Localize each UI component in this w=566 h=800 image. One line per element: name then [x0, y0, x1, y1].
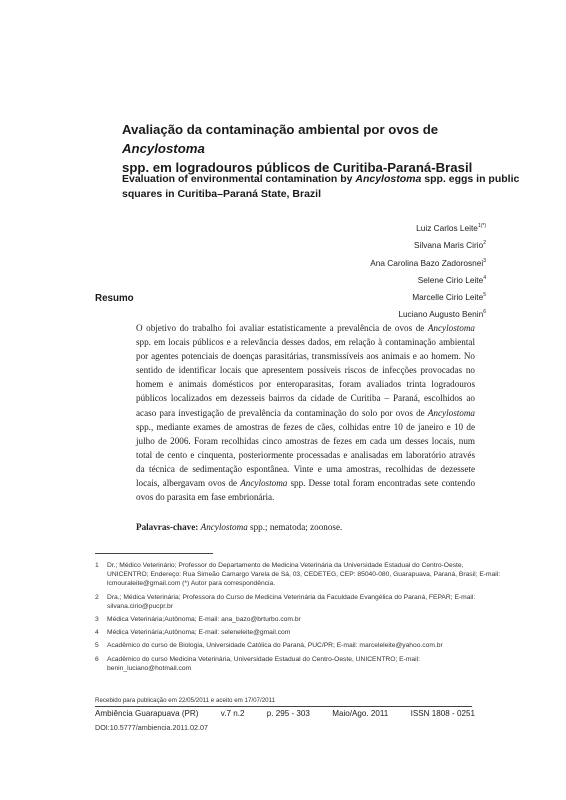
journal-volume: v.7 n.2 — [220, 709, 245, 718]
author-item — [370, 289, 486, 306]
keywords-genus: Ancylostoma — [200, 522, 248, 532]
subtitle-prefix: Evaluation of environmental contamination by — [122, 173, 356, 185]
footnote-item — [95, 615, 505, 624]
title-line1-prefix: Avaliação da contaminação ambiental por ovos de — [122, 122, 439, 137]
journal-date: Maio/Ago. 2011 — [332, 709, 389, 718]
author-item — [370, 237, 486, 254]
footnote-number: 6 — [95, 655, 99, 663]
keywords-rest: spp.; nematoda; zoonose. — [247, 522, 343, 532]
journal-footer — [95, 709, 475, 718]
title-line2: spp. em logradouros públicos de Curitiba-Paraná-Brasil — [122, 160, 473, 175]
keywords-label: Palavras-chave: — [136, 522, 199, 532]
footnote-item — [95, 628, 505, 637]
journal-name: Ambiência Guarapuava (PR) — [95, 709, 199, 718]
journal-pages: p. 295 - 303 — [266, 709, 310, 718]
journal-issn: ISSN 1808 - 0251 — [410, 709, 475, 718]
abstract-genus: Ancylostoma — [240, 478, 288, 489]
abstract-part: O objetivo do trabalho foi avaliar estatisticamente a prevalência de ovos de — [136, 323, 428, 333]
author-affiliation-mark: 1(*) — [477, 223, 486, 230]
footnote-number: 1 — [95, 562, 99, 569]
footnote-number: 4 — [95, 629, 99, 637]
article-subtitle — [122, 172, 542, 202]
author-affiliation-mark: 5 — [483, 292, 486, 299]
author-name: Silvana Maris Cirio — [414, 240, 484, 251]
author-list — [370, 220, 486, 324]
footnote-item — [95, 641, 505, 650]
footnote-number: 5 — [95, 642, 99, 650]
footnote-text: Acadêmico do curso de Biologia, Universidade Católica do Paraná, PUC/PR; E-mail: marceleleite@yahoo.com.br — [107, 642, 443, 650]
footnote-text: Médica Veterinária;Autônoma; E-mail: seleneleite@gmail.com — [107, 629, 291, 637]
author-name: Luiz Carlos Leite — [416, 223, 478, 233]
abstract-part: spp. Desse total foram encontradas sete contendo ovos do parasita em fase embrionária. — [136, 478, 476, 503]
article-title — [122, 120, 522, 177]
author-affiliation-mark: 6 — [483, 309, 486, 316]
title-line1-italic: Ancylostoma — [122, 141, 205, 156]
footer-row — [95, 709, 475, 718]
subtitle-suffix: spp. eggs in public squares in Curitiba–Paraná State, Brazil — [122, 173, 520, 200]
author-item — [370, 255, 486, 272]
footer-divider — [95, 706, 472, 707]
author-item — [370, 272, 486, 289]
footnote-number: 2 — [95, 593, 99, 601]
footnote-item — [95, 561, 505, 589]
author-item — [370, 220, 486, 237]
author-name: Ana Carolina Bazo Zadorosnei — [370, 257, 484, 268]
author-affiliation-mark: 4 — [483, 275, 486, 282]
received-date-note: Recebido para publicação em 22/05/2011 e aceito em 17/07/2011 — [95, 697, 276, 704]
footnote-divider — [95, 553, 213, 554]
author-affiliation-mark: 2 — [483, 240, 486, 247]
footnote-text: Acadêmico do curso Medicina Veterinária, Universidade Estadual do Centro-Oeste, UNICENTRO; E-mail: benin_luciano@hotmail.com — [107, 655, 420, 672]
subtitle-italic: Ancylostoma — [355, 173, 422, 185]
abstract-genus: Ancylostoma — [427, 407, 475, 418]
footnote-number: 3 — [95, 616, 99, 624]
author-name: Marcelle Cirio Leite — [412, 292, 484, 303]
doi-link[interactable]: DOI:10.5777/ambiencia.2011.02.07 — [95, 723, 208, 732]
footnote-text: Dr.; Médico Veterinário; Professor do Departamento de Medicina Veterinária da Universidade Estadual do Centro-Oeste, UNICENTRO; Endereço: Rua Simeão Camargo Varela de Sá, 03, CEDETEG, CEP: 85040-080, Guarapuava, Paraná, Brasil; E-mail: lcmouraleite@gmail.com (*) Autor para correspondência. — [107, 562, 501, 588]
author-name: Selene Cirio Leite — [417, 274, 484, 285]
keywords — [136, 522, 475, 532]
abstract-genus: Ancylostoma — [427, 323, 475, 333]
author-name: Luciano Augusto Benin — [398, 309, 484, 320]
abstract-text — [136, 321, 475, 504]
footnote-text: Médica Veterinária;Autônoma; E-mail: ana_bazo@brturbo.com.br — [107, 616, 301, 624]
footnote-item — [95, 593, 505, 611]
abstract-part: spp. em locais públicos e a relevância desses dados, em relação à contaminação ambiental por agentes potenciais de doenças parasitárias, transmissíveis aos animais e ao homem. No sentido de identificar locais que apresentem possíveis riscos de infecções provocadas no homem e animais domésticos por enteroparasitas, foram avaliados trinta logradouros públicos localizados em dezesseis bairros da cidade de Curitiba – Paraná, escolhidos ao acaso para investigação de prevalência da contaminação do solo por ovos de — [136, 337, 475, 418]
footnotes — [95, 561, 505, 677]
footnote-text: Dra.; Médica Veterinária; Professora do Curso de Medicina Veterinária da Faculdade Evangélica do Paraná, FEPAR; E-mail: silvana.cirio@pucpr.br — [107, 593, 476, 610]
section-heading-resumo: Resumo — [95, 293, 134, 304]
abstract-part: spp., mediante exames de amostras de fezes de cães, colhidas entre 10 de janeiro e 10 de julho de 2006. Foram recolhidas cinco amostras de fezes em cada um desses locais, num total de cento e cinquenta, posteriormente processadas e analisadas em laboratório através da técnica de sedimentação espontânea. Vinte e uma amostras, recolhidas de dezessete locais, albergavam ovos de — [136, 421, 475, 489]
author-affiliation-mark: 3 — [483, 257, 486, 264]
footnote-item — [95, 655, 505, 673]
